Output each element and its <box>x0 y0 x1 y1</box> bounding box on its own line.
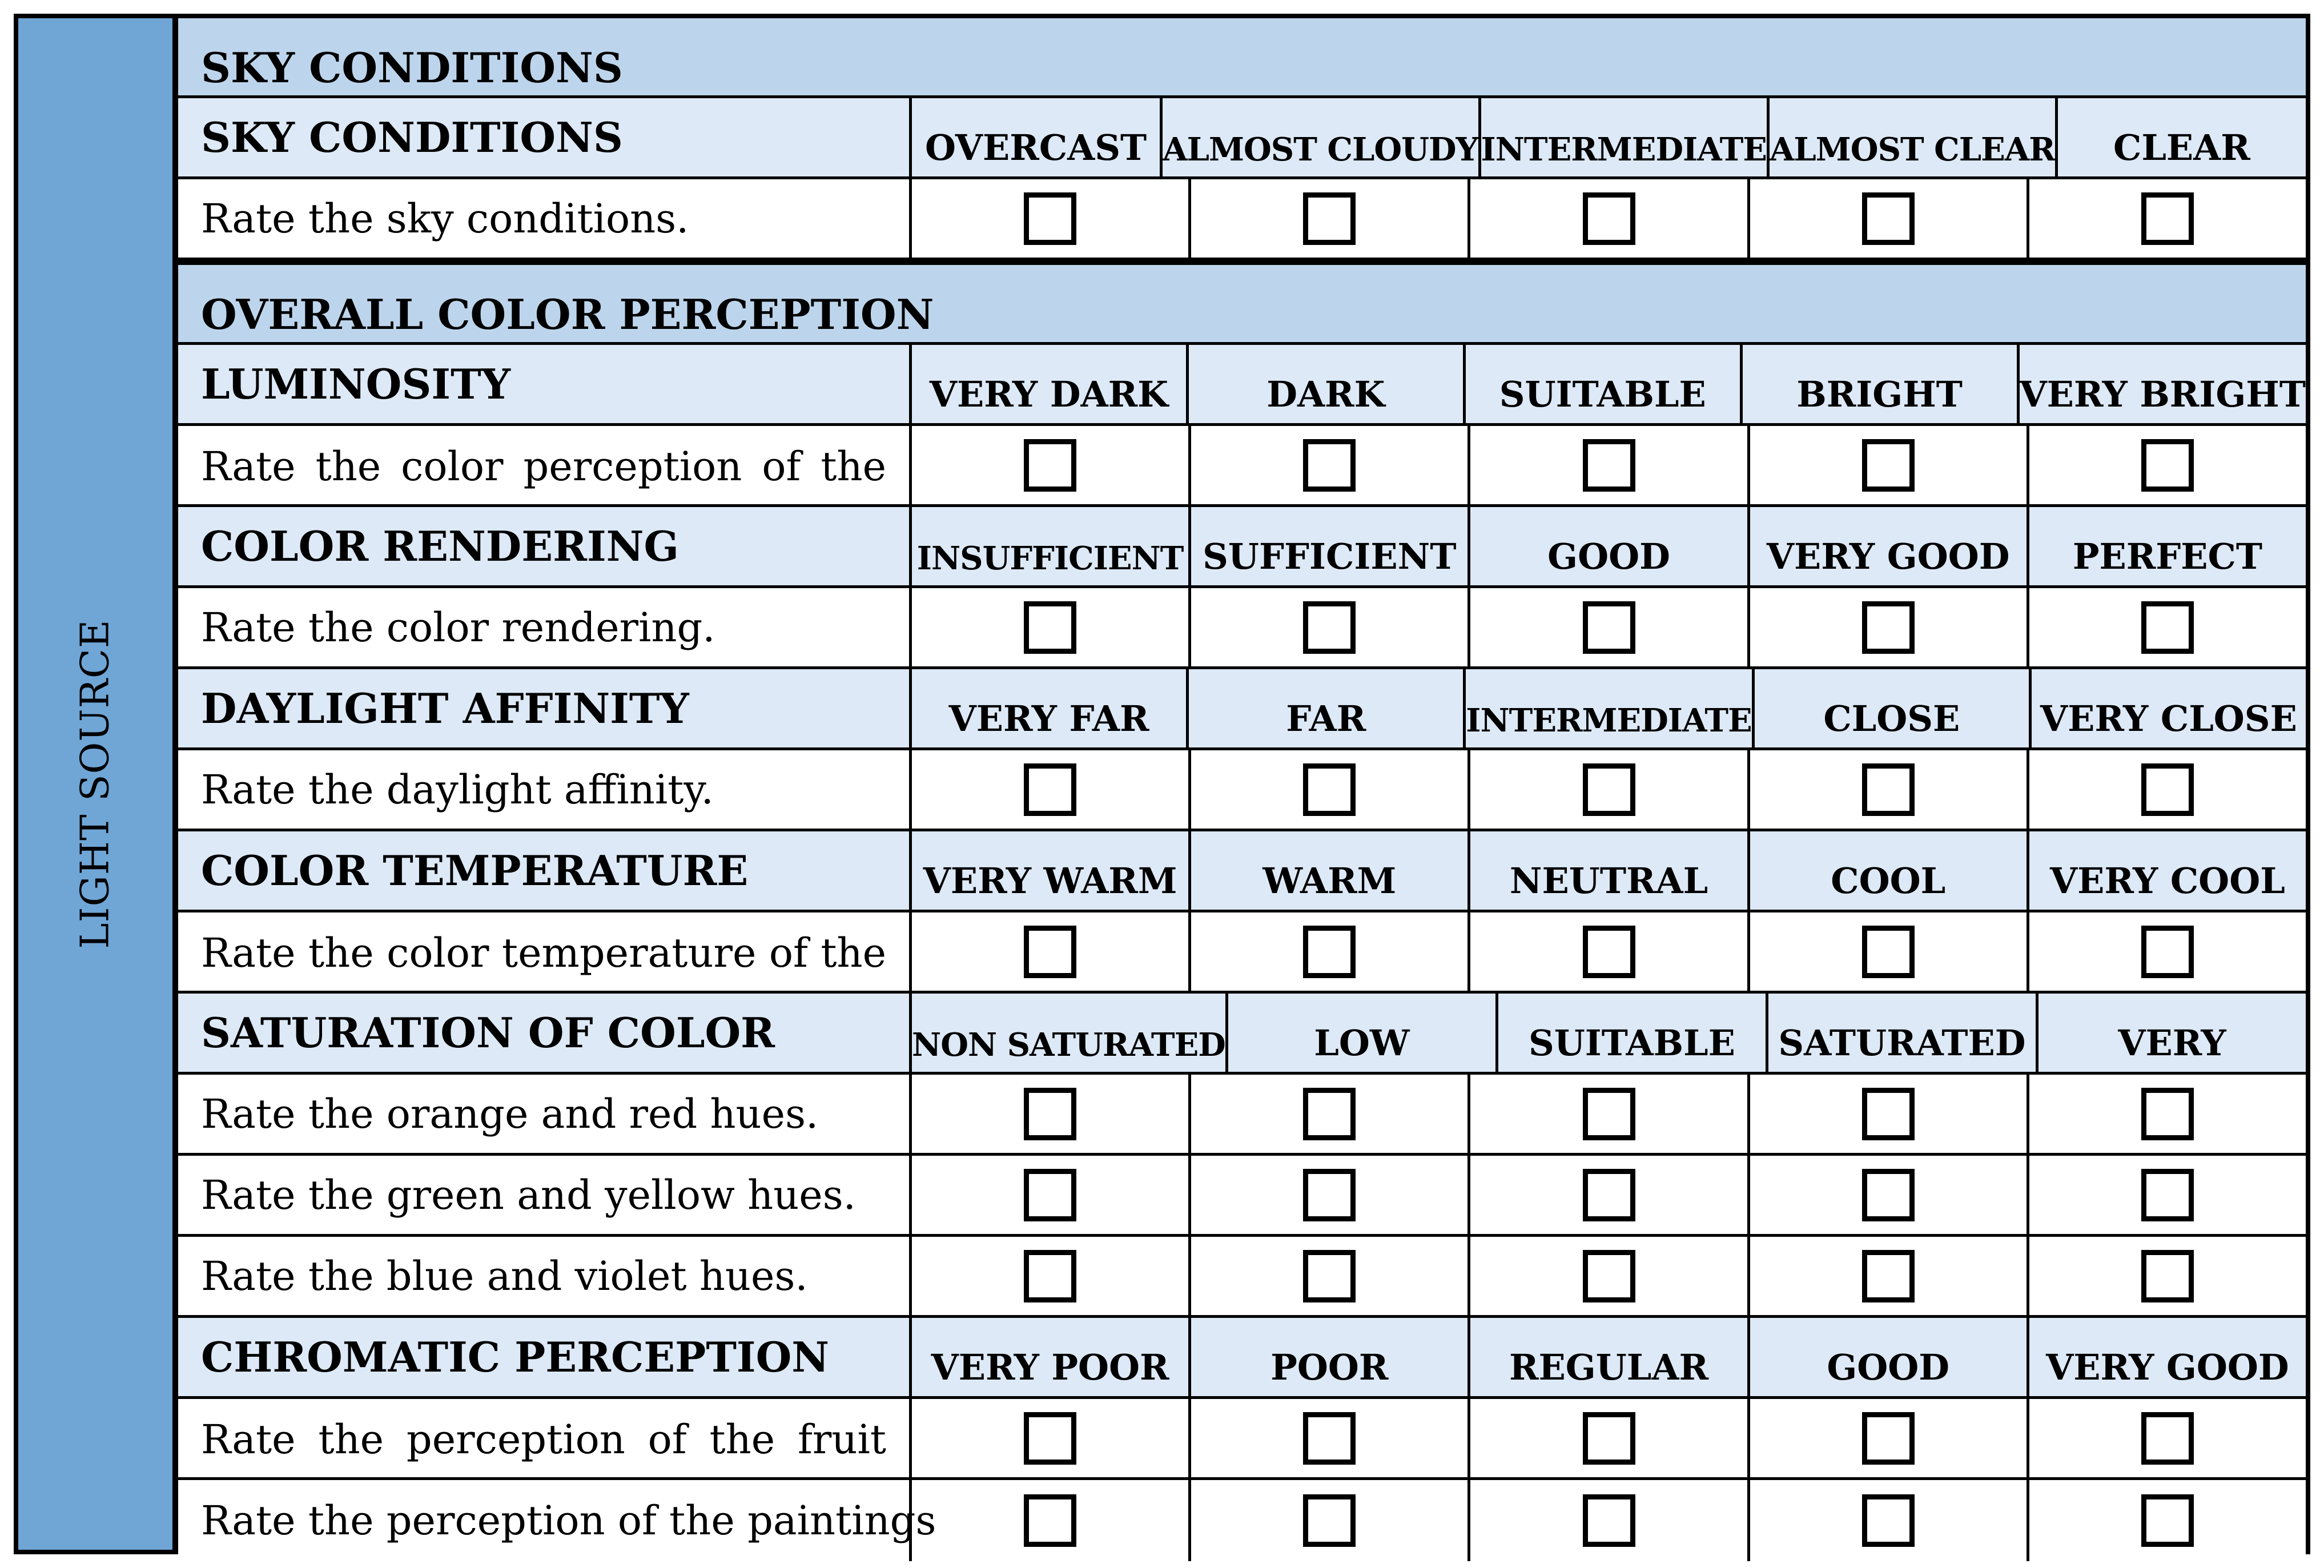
option-label-neutral: NEUTRAL <box>1467 831 1747 910</box>
checkbox-cell <box>909 426 1188 504</box>
option-label-very-good: VERY GOOD <box>2027 1318 2306 1396</box>
checkbox-cell <box>909 1156 1188 1234</box>
question-row <box>178 750 2306 831</box>
checkbox-cell <box>909 588 1188 666</box>
checkbox-very[interactable] <box>2141 1088 2194 1140</box>
checkbox-suitable[interactable] <box>1583 1169 1635 1221</box>
checkbox-cell <box>1747 1156 2027 1234</box>
checkbox-poor[interactable] <box>1303 1412 1356 1465</box>
checkbox-non-saturated[interactable] <box>1024 1088 1076 1140</box>
checkbox-almost-cloudy[interactable] <box>1303 192 1356 245</box>
question-group-header <box>178 669 2306 750</box>
checkbox-cell <box>2027 1399 2306 1477</box>
option-label-very-poor: VERY POOR <box>909 1318 1188 1396</box>
checkbox-cell <box>1747 1075 2027 1153</box>
checkbox-cell <box>1747 912 2027 991</box>
checkbox-cell <box>1188 1156 1467 1234</box>
checkbox-suitable[interactable] <box>1583 439 1635 492</box>
checkbox-saturated[interactable] <box>1862 1250 1915 1302</box>
group-name: SATURATION OF COLOR <box>201 1008 775 1057</box>
checkbox-saturated[interactable] <box>1862 1088 1915 1140</box>
checkbox-cell <box>909 750 1188 829</box>
checkbox-cell <box>1467 1480 1747 1561</box>
checkbox-very-bright[interactable] <box>2141 439 2194 492</box>
side-label-bar <box>18 18 178 1550</box>
option-label-very-bright: VERY BRIGHT <box>2017 345 2306 423</box>
question-text: Rate the perception of the paintings <box>201 1497 936 1544</box>
checkbox-cell <box>1747 588 2027 666</box>
option-label-very-cool: VERY COOL <box>2027 831 2306 910</box>
question-text: Rate the color temperature of the <box>201 930 886 976</box>
checkbox-cell <box>909 179 1188 258</box>
checkbox-poor[interactable] <box>1303 1494 1356 1547</box>
question-row <box>178 1480 2306 1561</box>
survey-form <box>14 14 2310 1554</box>
question-row <box>178 426 2306 507</box>
checkbox-cell <box>2027 588 2306 666</box>
checkbox-very-poor[interactable] <box>1024 1494 1076 1547</box>
question-text: Rate the daylight affinity. <box>201 766 714 813</box>
question-text: Rate the sky conditions. <box>201 195 689 242</box>
checkbox-almost-clear[interactable] <box>1862 192 1915 245</box>
question-row <box>178 912 2306 994</box>
checkbox-very-good[interactable] <box>2141 1412 2194 1465</box>
side-label: LIGHT SOURCE <box>73 619 118 949</box>
option-label-cool: COOL <box>1747 831 2027 910</box>
checkbox-cell <box>2027 1237 2306 1315</box>
checkbox-non-saturated[interactable] <box>1024 1250 1076 1302</box>
checkbox-clear[interactable] <box>2141 192 2194 245</box>
checkbox-cell <box>909 1480 1188 1561</box>
checkbox-cell <box>909 912 1188 991</box>
checkbox-cell <box>1747 426 2027 504</box>
option-label-non-saturated: NON SATURATED <box>909 994 1225 1072</box>
option-label-far: FAR <box>1186 669 1463 747</box>
checkbox-insufficient[interactable] <box>1024 601 1076 654</box>
checkbox-cell <box>1747 1237 2027 1315</box>
checkbox-cell <box>1467 1156 1747 1234</box>
checkbox-cell <box>1188 1075 1467 1153</box>
checkbox-non-saturated[interactable] <box>1024 1169 1076 1221</box>
checkbox-cell <box>1188 1237 1467 1315</box>
checkbox-cell <box>1467 426 1747 504</box>
question-text: Rate the color rendering. <box>201 604 715 651</box>
checkbox-cell <box>1467 588 1747 666</box>
checkbox-neutral[interactable] <box>1583 926 1635 978</box>
option-label-perfect: PERFECT <box>2027 507 2306 585</box>
question-row <box>178 1075 2306 1156</box>
checkbox-sufficient[interactable] <box>1303 601 1356 654</box>
checkbox-cell <box>2027 179 2306 258</box>
question-text: Rate the green and yellow hues. <box>201 1171 856 1219</box>
checkbox-very-far[interactable] <box>1024 763 1076 816</box>
checkbox-cell <box>1467 1399 1747 1477</box>
checkbox-cell <box>909 1075 1188 1153</box>
checkbox-cell <box>909 1237 1188 1315</box>
checkbox-cell <box>1188 1480 1467 1561</box>
checkbox-cell <box>2027 912 2306 991</box>
checkbox-perfect[interactable] <box>2141 601 2194 654</box>
checkbox-cell <box>1188 750 1467 829</box>
option-label-overcast: OVERCAST <box>909 98 1160 176</box>
checkbox-cell <box>2027 426 2306 504</box>
option-label-very: VERY <box>2036 994 2306 1072</box>
checkbox-cell <box>1467 912 1747 991</box>
question-text: Rate the perception of the fruit <box>201 1416 886 1463</box>
checkbox-cell <box>2027 1480 2306 1561</box>
checkbox-cool[interactable] <box>1862 926 1915 978</box>
section-overall-color-perception <box>178 260 2306 1561</box>
checkbox-very-close[interactable] <box>2141 763 2194 816</box>
option-label-intermediate: INTERMEDIATE <box>1463 669 1751 747</box>
group-name: SKY CONDITIONS <box>201 113 623 162</box>
option-label-very-far: VERY FAR <box>909 669 1186 747</box>
checkbox-intermediate[interactable] <box>1583 763 1635 816</box>
question-text: Rate the color perception of the <box>201 443 886 490</box>
question-group-header <box>178 98 2306 179</box>
checkbox-cell <box>1467 750 1747 829</box>
checkbox-cell <box>1467 1237 1747 1315</box>
option-label-good: GOOD <box>1467 507 1747 585</box>
option-label-sufficient: SUFFICIENT <box>1188 507 1467 585</box>
section-title: SKY CONDITIONS <box>178 18 2306 98</box>
checkbox-cell <box>909 1399 1188 1477</box>
group-name: COLOR TEMPERATURE <box>201 846 749 895</box>
checkbox-very-warm[interactable] <box>1024 926 1076 978</box>
section-title: OVERALL COLOR PERCEPTION <box>178 265 2306 345</box>
checkbox-warm[interactable] <box>1303 926 1356 978</box>
checkbox-cell <box>2027 1075 2306 1153</box>
option-label-bright: BRIGHT <box>1740 345 2017 423</box>
checkbox-very-good[interactable] <box>1862 601 1915 654</box>
option-label-clear: CLEAR <box>2055 98 2306 176</box>
option-label-almost-clear: ALMOST CLEAR <box>1767 98 2055 176</box>
question-text: Rate the blue and violet hues. <box>201 1252 808 1300</box>
question-group-header <box>178 345 2306 426</box>
option-label-warm: WARM <box>1188 831 1467 910</box>
group-name: DAYLIGHT AFFINITY <box>201 684 689 733</box>
checkbox-very-poor[interactable] <box>1024 1412 1076 1465</box>
option-label-very-warm: VERY WARM <box>909 831 1188 910</box>
group-name: COLOR RENDERING <box>201 522 679 570</box>
checkbox-regular[interactable] <box>1583 1494 1635 1547</box>
checkbox-cell <box>1467 1075 1747 1153</box>
checkbox-cell <box>1188 1399 1467 1477</box>
option-label-intermediate: INTERMEDIATE <box>1478 98 1767 176</box>
checkbox-bright[interactable] <box>1862 439 1915 492</box>
checkbox-intermediate[interactable] <box>1583 192 1635 245</box>
checkbox-cell <box>1747 179 2027 258</box>
checkbox-good[interactable] <box>1583 601 1635 654</box>
checkbox-cell <box>2027 1156 2306 1234</box>
option-label-insufficient: INSUFFICIENT <box>909 507 1188 585</box>
checkbox-close[interactable] <box>1862 763 1915 816</box>
checkbox-cell <box>1747 750 2027 829</box>
checkbox-low[interactable] <box>1303 1250 1356 1302</box>
question-row <box>178 179 2306 260</box>
checkbox-very[interactable] <box>2141 1250 2194 1302</box>
checkbox-cell <box>1747 1399 2027 1477</box>
checkbox-very-good[interactable] <box>2141 1494 2194 1547</box>
option-label-very-close: VERY CLOSE <box>2029 669 2306 747</box>
question-row <box>178 588 2306 669</box>
checkbox-cell <box>1188 179 1467 258</box>
option-label-suitable: SUITABLE <box>1463 345 1740 423</box>
checkbox-far[interactable] <box>1303 763 1356 816</box>
checkbox-good[interactable] <box>1862 1494 1915 1547</box>
question-group-header <box>178 1318 2306 1399</box>
checkbox-dark[interactable] <box>1303 439 1356 492</box>
checkbox-overcast[interactable] <box>1024 192 1076 245</box>
checkbox-very-cool[interactable] <box>2141 926 2194 978</box>
checkbox-suitable[interactable] <box>1583 1250 1635 1302</box>
option-label-almost-cloudy: ALMOST CLOUDY <box>1160 98 1478 176</box>
checkbox-good[interactable] <box>1862 1412 1915 1465</box>
option-label-good: GOOD <box>1747 1318 2027 1396</box>
group-name: LUMINOSITY <box>201 360 511 408</box>
question-row <box>178 1399 2306 1480</box>
checkbox-low[interactable] <box>1303 1169 1356 1221</box>
checkbox-cell <box>1188 588 1467 666</box>
option-label-poor: POOR <box>1188 1318 1467 1396</box>
checkbox-regular[interactable] <box>1583 1412 1635 1465</box>
checkbox-cell <box>1188 426 1467 504</box>
option-label-very-dark: VERY DARK <box>909 345 1186 423</box>
question-group-header <box>178 831 2306 912</box>
checkbox-cell <box>1188 912 1467 991</box>
checkbox-suitable[interactable] <box>1583 1088 1635 1140</box>
question-group-header <box>178 994 2306 1075</box>
section-sky-conditions <box>178 18 2306 260</box>
checkbox-very-dark[interactable] <box>1024 439 1076 492</box>
checkbox-very[interactable] <box>2141 1169 2194 1221</box>
option-label-low: LOW <box>1225 994 1495 1072</box>
group-name: CHROMATIC PERCEPTION <box>201 1333 830 1381</box>
checkbox-cell <box>1467 179 1747 258</box>
option-label-dark: DARK <box>1186 345 1463 423</box>
question-row <box>178 1237 2306 1318</box>
option-label-very-good: VERY GOOD <box>1747 507 2027 585</box>
checkbox-saturated[interactable] <box>1862 1169 1915 1221</box>
checkbox-low[interactable] <box>1303 1088 1356 1140</box>
question-row <box>178 1156 2306 1237</box>
question-text: Rate the orange and red hues. <box>201 1090 819 1137</box>
option-label-close: CLOSE <box>1752 669 2029 747</box>
survey-table <box>178 18 2306 1550</box>
option-label-saturated: SATURATED <box>1766 994 2036 1072</box>
option-label-regular: REGULAR <box>1467 1318 1747 1396</box>
checkbox-cell <box>2027 750 2306 829</box>
option-label-suitable: SUITABLE <box>1495 994 1766 1072</box>
question-group-header <box>178 507 2306 588</box>
checkbox-cell <box>1747 1480 2027 1561</box>
